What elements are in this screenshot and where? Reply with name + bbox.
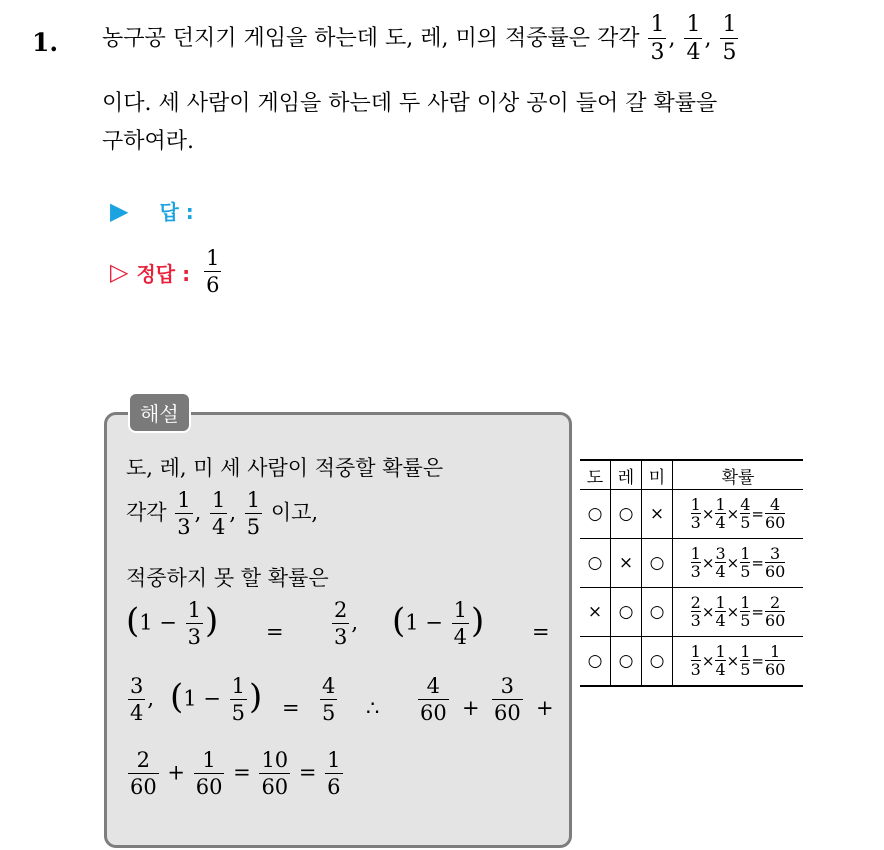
equals-1: = <box>266 620 284 644</box>
probability-table <box>580 459 803 687</box>
cell-re: ○ <box>611 637 642 687</box>
therefore-symbol: ∴ <box>366 696 380 720</box>
question-text-1: 농구공 던지기 게임을 하는데 도, 레, 미의 적중률은 각각 <box>102 26 640 51</box>
complement-do-value: $\frac{2}{3}$ , <box>334 598 359 649</box>
solution-each: 각각 <box>126 500 167 525</box>
cell-mi: × <box>642 490 673 539</box>
solution-tag: 해설 <box>128 392 191 433</box>
outline-play-marker-icon: ▷ <box>110 258 129 286</box>
table-row <box>580 490 803 539</box>
solution-suffix: 이고, <box>270 500 319 525</box>
cell-probability: $\frac{2}{3}$ × $\frac{1}{4}$ × $\frac{1}{5}$ = $\frac{2}{60}$ <box>673 588 804 637</box>
question-line-3: 구하여라. <box>102 129 195 154</box>
sol-rate-mi: $\frac{1}{5}$ <box>246 488 261 539</box>
header-re: 레 <box>611 460 642 490</box>
complement-re-value: $\frac{3}{4}$ , <box>130 674 155 725</box>
solution-line-1: 도, 레, 미 세 사람이 적중할 확률은 <box>126 456 444 480</box>
cell-do: ○ <box>580 539 611 588</box>
cell-probability: $\frac{1}{3}$ × $\frac{1}{4}$ × $\frac{4}{5}$ = $\frac{4}{60}$ <box>673 490 804 539</box>
sum-final-line: $\frac{2}{60}$ + $\frac{1}{60}$ = $\frac{10}{60}$ = $\frac{1}{6}$ <box>130 748 341 799</box>
comma: , <box>668 26 676 51</box>
plus-2: + <box>536 696 554 720</box>
cell-do: × <box>580 588 611 637</box>
equals-3: = <box>282 696 300 720</box>
table-header-row <box>580 460 803 490</box>
correct-answer-row <box>110 248 223 296</box>
complement-mi: (1 − $\frac{1}{5}$ ) <box>170 674 263 725</box>
answer-row <box>110 196 194 225</box>
header-prob: 확률 <box>673 460 804 490</box>
complement-re: (1 − $\frac{1}{4}$ ) <box>392 598 485 649</box>
plus-1: + <box>462 696 480 720</box>
cell-do: ○ <box>580 637 611 687</box>
table-row <box>580 539 803 588</box>
cell-re: ○ <box>611 588 642 637</box>
question-number: 1. <box>32 28 59 57</box>
cell-mi: ○ <box>642 637 673 687</box>
question-line-1 <box>102 14 740 64</box>
cell-do: ○ <box>580 490 611 539</box>
solution-line-2: 각각 $\frac{1}{3}$ , $\frac{1}{4}$ , $\frac{1}{5}$ 이고, <box>126 488 319 539</box>
answer-label: 답 : <box>159 200 194 224</box>
complement-mi-value: $\frac{4}{5}$ <box>322 674 336 725</box>
rate-fraction-do: $\frac{1}{3}$ <box>650 12 665 65</box>
cell-re: × <box>611 539 642 588</box>
question-line-2: 이다. 세 사람이 게임을 하는데 두 사람 이상 공이 들어 갈 확률을 <box>102 91 718 116</box>
cell-re: ○ <box>611 490 642 539</box>
correct-answer-fraction: $\frac{1}{6}$ <box>206 246 220 297</box>
complement-do: (1 − $\frac{1}{3}$ ) <box>126 598 219 649</box>
cell-mi: ○ <box>642 539 673 588</box>
header-mi: 미 <box>642 460 673 490</box>
header-do: 도 <box>580 460 611 490</box>
sum-term-1: $\frac{4}{60}$ <box>420 674 447 725</box>
sum-term-2: $\frac{3}{60}$ <box>494 674 521 725</box>
table-row <box>580 637 803 687</box>
cell-probability: $\frac{1}{3}$ × $\frac{3}{4}$ × $\frac{1}{5}$ = $\frac{3}{60}$ <box>673 539 804 588</box>
rate-fraction-re: $\frac{1}{4}$ <box>686 12 701 65</box>
sol-rate-do: $\frac{1}{3}$ <box>177 488 191 539</box>
correct-answer-label: 정답 : <box>136 261 191 286</box>
table-row <box>580 588 803 637</box>
solution-line-3: 적중하지 못 할 확률은 <box>126 566 329 590</box>
play-marker-icon: ▶ <box>110 197 129 225</box>
equals-2: = <box>532 620 550 644</box>
cell-probability: $\frac{1}{3}$ × $\frac{1}{4}$ × $\frac{1}{5}$ = $\frac{1}{60}$ <box>673 637 804 687</box>
rate-fraction-mi: $\frac{1}{5}$ <box>722 12 737 65</box>
sol-rate-re: $\frac{1}{4}$ <box>212 488 226 539</box>
comma: , <box>704 26 712 51</box>
cell-mi: ○ <box>642 588 673 637</box>
